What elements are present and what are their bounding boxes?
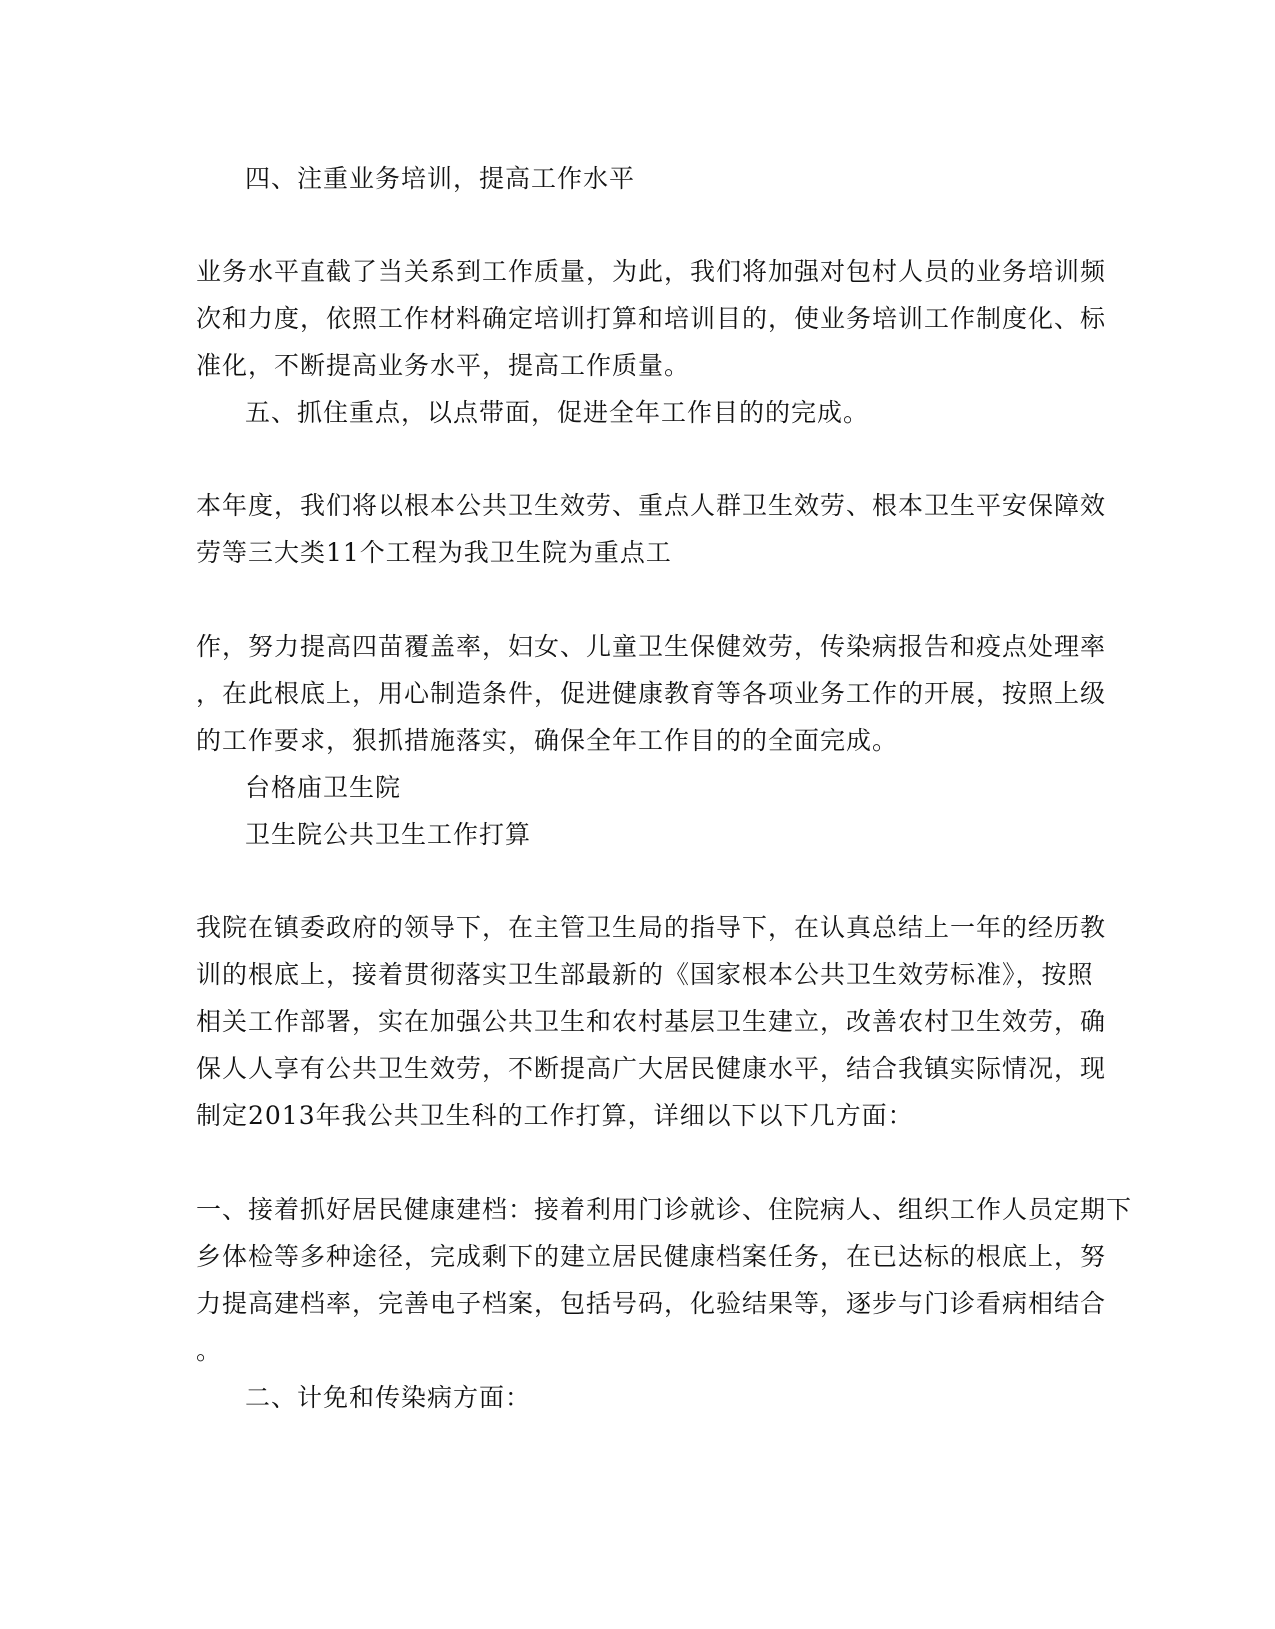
- plan-intro-line-2: 训的根底上，接着贯彻落实卫生部最新的《国家根本公共卫生效劳标准》，按照: [196, 960, 1094, 989]
- section-5-body-line-4: ，在此根底上，用心制造条件，促进健康教育等各项业务工作的开展，按照上级: [196, 679, 1107, 708]
- plan-intro-line-1: 我院在镇委政府的领导下，在主管卫生局的指导下，在认真总结上一年的经历教: [196, 913, 1107, 942]
- section-5-body-line-1: 本年度，我们将以根本公共卫生效劳、重点人群卫生效劳、根本卫生平安保障效: [196, 491, 1107, 520]
- item-1-line-4: 。: [196, 1336, 223, 1365]
- plan-intro-line-5: 制定2013年我公共卫生科的工作打算，详细以下以下几方面：: [196, 1101, 914, 1130]
- plan-intro-line-3: 相关工作部署，实在加强公共卫生和农村基层卫生建立，改善农村卫生效劳，确: [196, 1007, 1107, 1036]
- section-5-heading: 五、抓住重点，以点带面，促进全年工作目的的完成。: [245, 398, 870, 427]
- section-4-body-line-1: 业务水平直截了当关系到工作质量，为此，我们将加强对包村人员的业务培训频: [196, 257, 1107, 286]
- section-5-body-line-5: 的工作要求，狠抓措施落实，确保全年工作目的的全面完成。: [196, 726, 899, 755]
- section-4-heading: 四、注重业务培训，提高工作水平: [245, 164, 636, 193]
- section-5-body-line-2: 劳等三大类11个工程为我卫生院为重点工: [196, 538, 672, 567]
- item-1-line-2: 乡体检等多种途径，完成剩下的建立居民健康档案任务，在已达标的根底上，努: [196, 1242, 1107, 1271]
- signature: 台格庙卫生院: [245, 773, 402, 802]
- section-4-body-line-3: 准化，不断提高业务水平，提高工作质量。: [196, 351, 691, 380]
- item-1-line-3: 力提高建档率，完善电子档案，包括号码，化验结果等，逐步与门诊看病相结合: [196, 1289, 1107, 1318]
- plan-title: 卫生院公共卫生工作打算: [245, 820, 532, 849]
- item-2-heading: 二、计免和传染病方面：: [245, 1383, 532, 1412]
- plan-intro-line-4: 保人人享有公共卫生效劳，不断提高广大居民健康水平，结合我镇实际情况，现: [196, 1054, 1107, 1083]
- section-4-body-line-2: 次和力度，依照工作材料确定培训打算和培训目的，使业务培训工作制度化、标: [196, 304, 1107, 333]
- item-1-line-1: 一、接着抓好居民健康建档：接着利用门诊就诊、住院病人、组织工作人员定期下: [196, 1195, 1133, 1224]
- section-5-body-line-3: 作，努力提高四苗覆盖率，妇女、儿童卫生保健效劳，传染病报告和疫点处理率: [196, 632, 1107, 661]
